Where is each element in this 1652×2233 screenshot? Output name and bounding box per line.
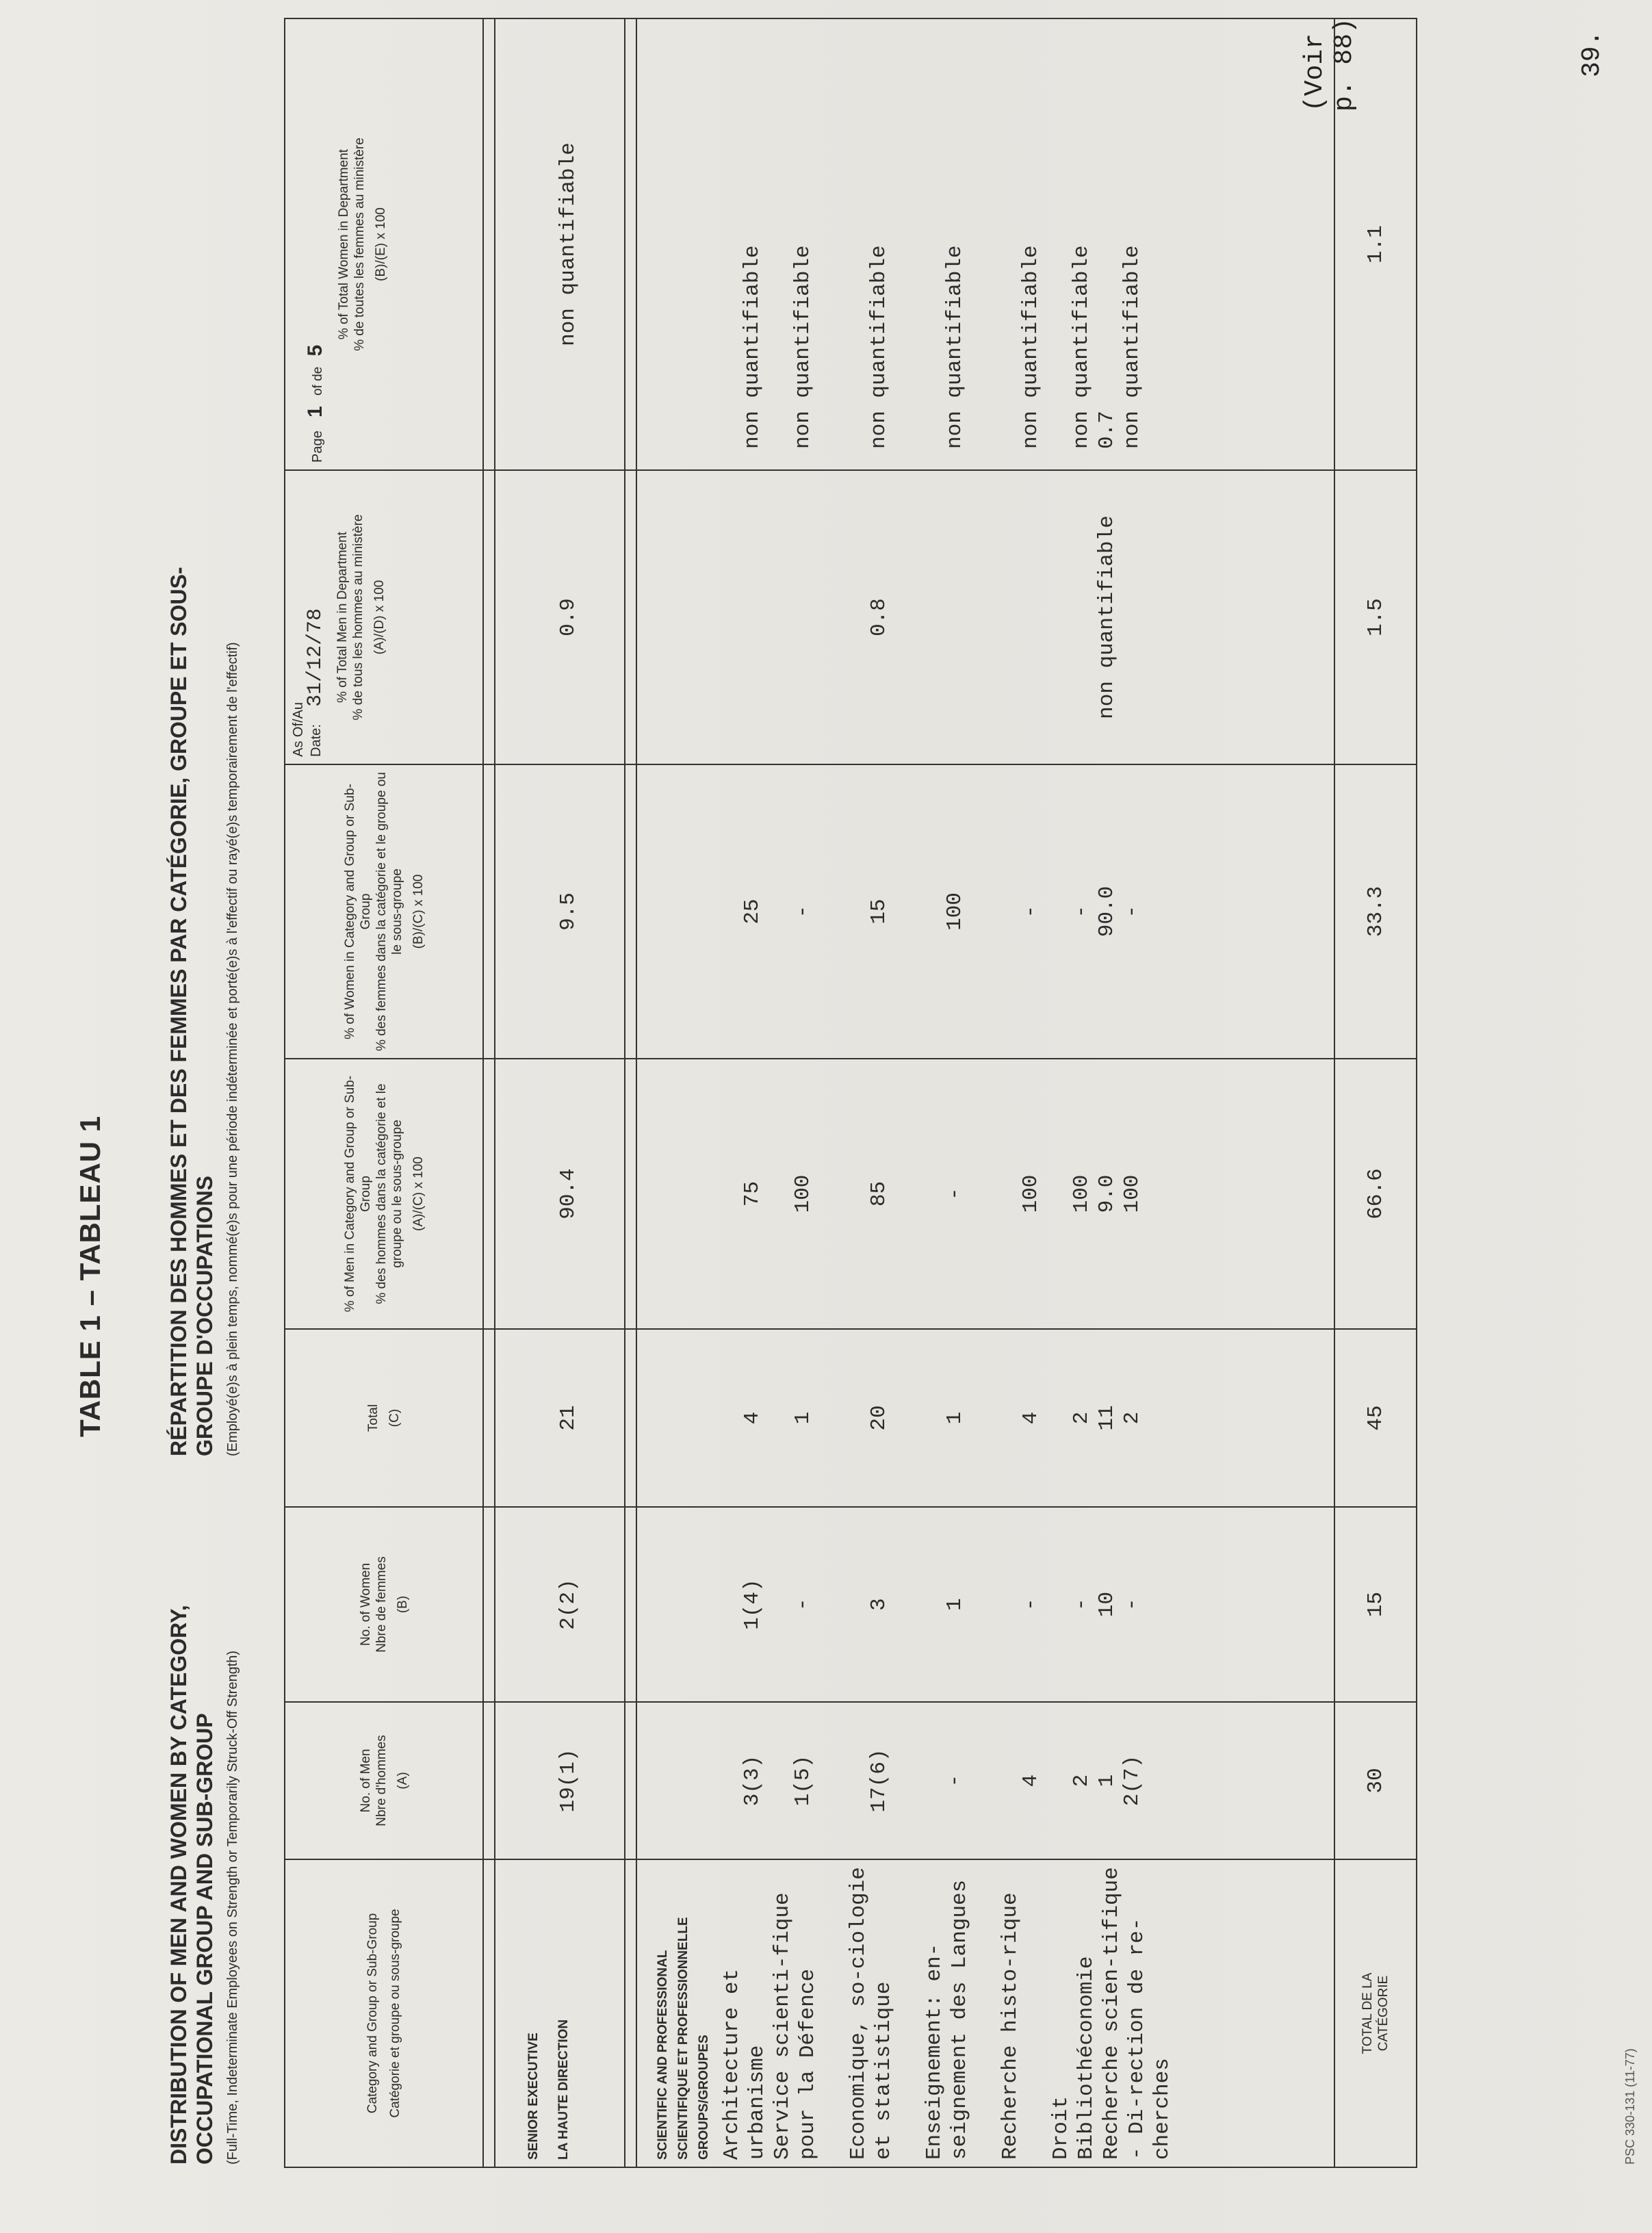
occupation-pct-men-dept: 0.8 xyxy=(867,598,891,636)
header-category-en: Category and Group or Sub-Group xyxy=(365,1913,380,2114)
occupation-men: 1(5) xyxy=(791,1755,815,1807)
spacer-row xyxy=(625,18,636,2167)
occupation-pct-men: 100 xyxy=(791,1174,815,1213)
date-label: Date: xyxy=(309,724,324,757)
scientific-professional-block xyxy=(636,18,1334,2167)
occupation-pct-women: 100 xyxy=(943,892,967,931)
header-women xyxy=(285,1507,483,1702)
col-pct-men-dept xyxy=(636,470,1334,764)
senior-women: 2(2) xyxy=(495,1507,625,1702)
title-french: RÉPARTITION DES HOMMES ET DES FEMMES PAR CATÉGORIE, GROUPE ET SOUS-GROUPE D'OCCUPATIONS xyxy=(166,567,217,1456)
occupation-women: - xyxy=(791,1598,815,1611)
occupation-name: Recherche scien-tifique - Di-rection de re-cherches xyxy=(1100,1867,1174,2160)
occupation-pct-men-dept xyxy=(1120,475,1221,760)
occupation-pct-men: 85 xyxy=(867,1180,891,1207)
occupation-pct-women: - xyxy=(791,905,815,918)
occupation-pct-men: 100 xyxy=(1070,1174,1094,1213)
header-pct-women-cat-en: % of Women in Category and Group or Sub-Group xyxy=(342,784,373,1040)
occupation-pct-men: 100 xyxy=(1120,1174,1144,1213)
col-total xyxy=(636,1329,1334,1507)
header-pct-men-cat-fr: % des hommes dans la catégorie et le groupe ou le sous-groupe xyxy=(374,1083,404,1304)
occupation-pct-men: 9.0 xyxy=(1095,1174,1119,1213)
occupation-men: 3(3) xyxy=(740,1755,764,1807)
occupation-total: 20 xyxy=(867,1405,891,1431)
title-english: DISTRIBUTION OF MEN AND WOMEN BY CATEGORY, OCCUPATIONAL GROUP AND SUB-GROUP xyxy=(166,1605,217,2165)
occupation-name: Enseignement: en-seignement des Langues xyxy=(922,1879,972,2160)
occupation-pct-women-dept: non quantifiable xyxy=(1019,245,1043,449)
senior-pct-men-dept: 0.9 xyxy=(495,470,625,764)
col-men xyxy=(636,1702,1334,1859)
page-label: Page xyxy=(310,430,325,463)
col-pct-men xyxy=(636,1059,1334,1329)
occupation-pct-women-dept: non quantifiable xyxy=(1120,245,1144,449)
occupation-pct-women: - xyxy=(1070,905,1094,918)
header-pct-women-category xyxy=(285,764,483,1059)
occupation-pct-men: - xyxy=(943,1187,967,1200)
col-men-values xyxy=(740,1707,1221,1855)
occupation-total: 4 xyxy=(740,1411,764,1425)
header-pct-women-dept-formula: (B)/(E) x 100 xyxy=(374,207,388,281)
col-pct-men-dept-values xyxy=(740,475,1221,760)
occupation-pct-women: 25 xyxy=(740,899,764,925)
col-women-values xyxy=(740,1512,1221,1697)
occupation-list xyxy=(717,1860,1203,2167)
occupation-pct-men: 100 xyxy=(1019,1174,1043,1213)
occupation-pct-women-dept: non quantifiable xyxy=(740,245,764,449)
occupation-women: - xyxy=(1120,1598,1144,1611)
occupation-men: 2(7) xyxy=(1120,1755,1144,1807)
occupation-pct-men-dept xyxy=(942,475,1018,760)
occupation-total: 1 xyxy=(943,1411,967,1425)
occupation-name: Bibliothéconomie xyxy=(1074,1956,1098,2160)
date-line xyxy=(304,478,327,757)
senior-category-cell xyxy=(495,1859,625,2167)
occupation-men: 2 xyxy=(1070,1774,1094,1787)
occupation-pct-women-dept: non quantifiable xyxy=(943,245,967,449)
as-of-label: As Of/Au xyxy=(291,701,306,757)
total-total: 45 xyxy=(1334,1329,1417,1507)
occupation-pct-women-dept: 0.7 xyxy=(1095,411,1119,449)
senior-pct-women: 9.5 xyxy=(495,764,625,1059)
distribution-table xyxy=(284,18,1417,2168)
note-english: (Full-Time, Indeterminate Employees on Strength or Temporarily Struck-Off Strength) xyxy=(225,1650,240,2165)
total-row xyxy=(1334,18,1417,2167)
occupation-men: 17(6) xyxy=(867,1748,891,1813)
form-number: PSC 330-131 (11-77) xyxy=(1623,2048,1637,2165)
senior-pct-women-dept: non quantifiable xyxy=(495,18,625,470)
occupation-pct-women: - xyxy=(1019,905,1043,918)
total-pct-men-dept: 1.5 xyxy=(1334,470,1417,764)
occupation-pct-men-dept: non quantifiable xyxy=(1095,515,1119,719)
occupation-pct-men-dept xyxy=(1018,475,1069,760)
page-of: of de xyxy=(311,366,325,396)
scientific-category-en: SCIENTIFIC AND PROFESSIONAL xyxy=(656,1950,670,2160)
total-pct-men: 66.6 xyxy=(1334,1059,1417,1329)
occupation-women: - xyxy=(1019,1598,1043,1611)
occupation-pct-men-dept xyxy=(740,475,790,760)
header-pct-women-dept-fr: % de toutes les femmes au ministère xyxy=(352,138,367,351)
header-men xyxy=(285,1702,483,1859)
occupation-pct-women-dept: non quantifiable xyxy=(867,245,891,449)
header-pct-men-dept-formula: (A)/(D) x 100 xyxy=(372,580,387,655)
total-label-line2: CATÉGORIE xyxy=(1376,1975,1391,2052)
occupation-women: 3 xyxy=(867,1598,891,1611)
total-pct-women: 33.3 xyxy=(1334,764,1417,1059)
occupation-total: 4 xyxy=(1019,1411,1043,1425)
header-pct-men-category xyxy=(285,1059,483,1329)
col-pct-women-dept-values xyxy=(740,23,1221,449)
header-category-fr: Catégorie et groupe ou sous-groupe xyxy=(388,1909,402,2118)
occupation-pct-women-dept: non quantifiable xyxy=(1070,245,1094,449)
occupation-total: 11 xyxy=(1095,1405,1119,1431)
occupation-women: - xyxy=(1070,1598,1094,1611)
page-current: 1 xyxy=(304,406,326,417)
header-women-fr: Nbre de femmes xyxy=(374,1556,389,1653)
header-pct-women-cat-fr: % des femmes dans la catégorie et le groupe ou le sous-groupe xyxy=(374,772,404,1051)
header-pct-men-cat-formula: (A)/(C) x 100 xyxy=(411,1157,426,1231)
col-total-values xyxy=(740,1334,1221,1502)
occupation-pct-men-dept xyxy=(1069,475,1094,760)
scientific-category-fr: SCIENTIFIQUE ET PROFESSIONNELLE xyxy=(676,1917,691,2160)
page-number: 39. xyxy=(1577,30,1607,77)
header-men-code: (A) xyxy=(395,1772,410,1790)
scientific-heading xyxy=(637,1860,717,2167)
occupation-pct-women-dept: non quantifiable xyxy=(791,245,815,449)
occupation-men: - xyxy=(943,1774,967,1787)
occupation-name: Recherche histo-rique xyxy=(998,1892,1022,2160)
occupation-name: Droit xyxy=(1049,2095,1073,2160)
header-pct-women-dept-en: % of Total Women in Department xyxy=(337,149,351,340)
occupation-pct-women: 90.0 xyxy=(1095,886,1119,938)
spacer-row xyxy=(483,18,495,2167)
header-total xyxy=(285,1329,483,1507)
note-french: (Employé(e)s à plein temps, nommé(e)s pour une période indéterminée et porté(e)s à l'effectif ou rayé(e)s temporairement de l'effectif) xyxy=(225,642,240,1456)
header-total-label: Total xyxy=(366,1404,380,1432)
senior-pct-men: 90.4 xyxy=(495,1059,625,1329)
cross-reference: (Voir p. 88) xyxy=(1300,18,1359,112)
header-men-fr: Nbre d'hommes xyxy=(374,1735,389,1827)
occupation-women: 1 xyxy=(943,1598,967,1611)
occupation-name: Service scienti-fique pour la Défence xyxy=(771,1892,820,2160)
col-pct-women-values xyxy=(740,769,1221,1054)
occupation-total: 1 xyxy=(791,1411,815,1425)
total-label-line1: TOTAL DE LA xyxy=(1360,1972,1375,2054)
senior-total: 21 xyxy=(495,1329,625,1507)
occupation-name: Economique, so-ciologie et statistique xyxy=(847,1867,896,2160)
header-pct-men-dept-en: % of Total Men in Department xyxy=(335,532,350,703)
occupation-women: 10 xyxy=(1095,1591,1119,1618)
header-pct-women-dept xyxy=(285,18,483,470)
occupation-pct-women: 15 xyxy=(867,899,891,925)
total-label-cell xyxy=(1334,1859,1417,2167)
header-category xyxy=(285,1859,483,2167)
col-women xyxy=(636,1507,1334,1702)
occupation-total: 2 xyxy=(1070,1411,1094,1425)
header-pct-men-dept-fr: % de tous les hommes au ministère xyxy=(351,514,365,721)
page-indicator xyxy=(304,26,326,463)
senior-executive-row xyxy=(495,18,625,2167)
senior-men: 19(1) xyxy=(495,1702,625,1859)
header-row xyxy=(285,18,483,2167)
occupation-pct-men: 75 xyxy=(740,1180,764,1207)
col-pct-women xyxy=(636,764,1334,1059)
occupation-total: 2 xyxy=(1120,1411,1144,1425)
occupation-pct-women: - xyxy=(1120,905,1144,918)
scientific-category-cell xyxy=(636,1859,1334,2167)
senior-category-fr: LA HAUTE DIRECTION xyxy=(556,2019,571,2160)
senior-category-en: SENIOR EXECUTIVE xyxy=(526,2032,541,2160)
total-pct-women-dept: 1.1 xyxy=(1334,18,1417,470)
header-pct-women-cat-formula: (B)/(C) x 100 xyxy=(411,874,426,949)
occupation-pct-men-dept xyxy=(790,475,866,760)
header-women-code: (B) xyxy=(395,1595,410,1614)
total-men: 30 xyxy=(1334,1702,1417,1859)
col-pct-women-dept xyxy=(636,18,1334,470)
header-pct-men-cat-en: % of Men in Category and Group or Sub-Group xyxy=(342,1075,373,1313)
scientific-groups-label: GROUPS/GROUPES xyxy=(697,2035,711,2160)
col-pct-men-values xyxy=(740,1063,1221,1324)
total-women: 15 xyxy=(1334,1507,1417,1702)
header-men-en: No. of Men xyxy=(358,1748,373,1813)
occupation-men: 4 xyxy=(1019,1774,1043,1787)
occupation-men: 1 xyxy=(1095,1774,1119,1787)
header-women-en: No. of Women xyxy=(358,1562,373,1647)
date-value: 31/12/78 xyxy=(304,608,327,707)
occupation-women: 1(4) xyxy=(740,1579,764,1630)
table-title: TABLE 1 – TABLEAU 1 xyxy=(74,1115,106,1437)
page-total: 5 xyxy=(304,344,326,357)
header-pct-men-dept xyxy=(285,470,483,764)
header-total-code: (C) xyxy=(387,1408,402,1428)
occupation-name: Architecture et urbanisme xyxy=(720,1968,769,2160)
